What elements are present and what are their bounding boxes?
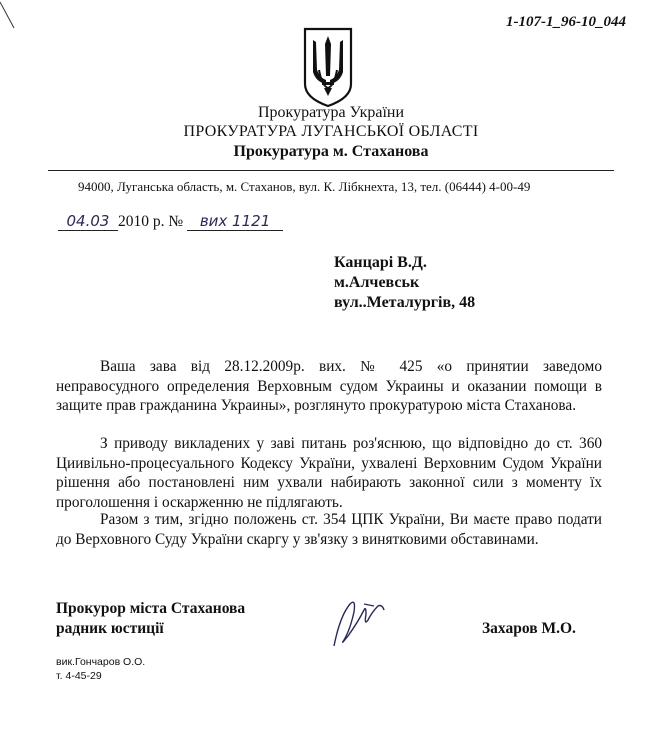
recipient-street: вул..Металургів, 48 xyxy=(334,294,476,311)
reference-number: вих 1121 xyxy=(187,212,283,231)
header-divider xyxy=(48,170,614,171)
signer-rank: радник юстиції xyxy=(56,620,164,637)
body-paragraph-2: З приводу викладених у заві питань роз'яснюю, що відповідно до ст. 360 Циивільно-процесуального Кодексу України, ухвалені Верховним Судом України рішення або постановлені ним ухвали набирають законної сили з моменту їх проголошення і оскарженню не підлягають. xyxy=(56,435,602,511)
reference-date: 04.03 xyxy=(58,212,118,231)
trident-coat-of-arms-icon xyxy=(302,26,354,108)
executor-name: вик.Гончаров О.О. xyxy=(56,656,146,668)
signer-name: Захаров М.О. xyxy=(482,620,576,637)
org-line-city: Прокуратура м. Стаханова xyxy=(233,143,429,160)
reference-year: 2010 р. № xyxy=(118,213,184,230)
org-line-ukraine: Прокуратура України xyxy=(257,104,405,121)
org-address: 94000, Луганська область, м. Стаханов, вул. К. Лібкнехта, 13, тел. (06444) 4-00-49 xyxy=(78,179,531,194)
org-line-region: ПРОКУРАТУРА ЛУГАНСЬКОЇ ОБЛАСТІ xyxy=(183,123,479,140)
signer-title: Прокурор міста Стаханова xyxy=(56,600,246,617)
corner-mark xyxy=(0,0,16,30)
reference-line xyxy=(58,212,283,231)
handwritten-signature xyxy=(330,596,394,650)
recipient-name: Канцарі В.Д. xyxy=(334,254,427,271)
executor-phone: т. 4-45-29 xyxy=(56,670,102,682)
recipient-city: м.Алчевськ xyxy=(334,274,420,291)
document-id: 1-107-1_96-10_044 xyxy=(506,14,626,30)
body-paragraph-3: Разом з тим, згідно положень ст. 354 ЦПК України, Ви маєте право подати до Верховного Суду України скаргу у зв'язку з винятковими обставинами. xyxy=(56,511,602,548)
body-paragraph-1: Ваша зава від 28.12.2009р. вих. № 425 «о принятии заведомо неправосудного определения Верховным судом Украины и оказании помощи в защите прав гражданина Украины», розглянуто прокуратурою міста Стаханова. xyxy=(56,358,602,414)
